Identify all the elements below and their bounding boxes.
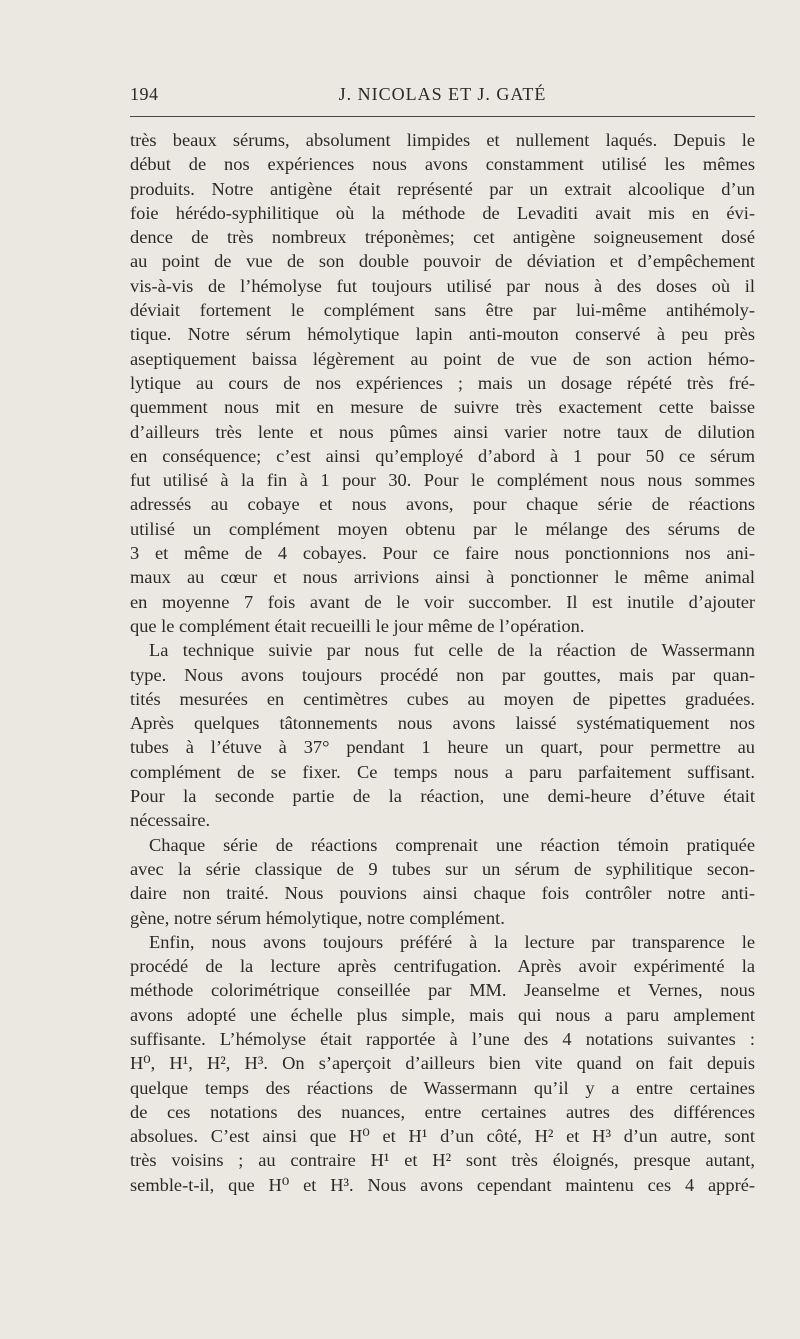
running-title: J. NICOLAS ET J. GATÉ bbox=[338, 84, 547, 104]
text-line: Chaque série de réactions comprenait une réaction témoin pratiquée bbox=[149, 834, 755, 855]
text-line: La technique suivie par nous fut celle de la réaction de Wassermann bbox=[149, 640, 755, 661]
text-line: suffisante. L’hémolyse était rapportée à l’une des 4 notations suivantes : bbox=[130, 1028, 755, 1049]
text-line: adressés au cobaye et nous avons, pour chaque série de réactions bbox=[130, 494, 755, 515]
text-line: tubes à l’étuve à 37° pendant 1 heure un quart, pour permettre au bbox=[130, 737, 755, 758]
text-line: en moyenne 7 fois avant de le voir succomber. Il est inutile d’ajouter bbox=[130, 591, 755, 612]
text-line: gène, notre sérum hémolytique, notre complément. bbox=[130, 907, 505, 928]
text-line: en conséquence; c’est ainsi qu’employé d’abord à 1 pour 50 ce sérum bbox=[130, 445, 755, 466]
text-line: daire non traité. Nous pouvions ainsi chaque fois contrôler notre anti- bbox=[130, 883, 755, 904]
text-line: début de nos expériences nous avons constamment utilisé les mêmes bbox=[130, 154, 755, 175]
running-header bbox=[130, 84, 755, 108]
text-line: très voisins ; au contraire H¹ et H² sont très éloignés, presque autant, bbox=[130, 1150, 755, 1171]
text-line: vis-à-vis de l’hémolyse fut toujours utilisé par nous à des doses où il bbox=[130, 275, 755, 296]
text-line: Enfin, nous avons toujours préféré à la lecture par transparence le bbox=[149, 931, 755, 952]
header-rule bbox=[130, 116, 755, 117]
text-line: Pour la seconde partie de la réaction, une demi-heure d’étuve était bbox=[130, 786, 755, 807]
text-line: nécessaire. bbox=[130, 810, 211, 831]
text-line: méthode colorimétrique conseillée par MM. Jeanselme et Vernes, nous bbox=[130, 980, 755, 1001]
text-line: quelque temps des réactions de Wassermann qu’il y a entre certaines bbox=[130, 1077, 755, 1098]
text-line: semble-t-il, que H⁰ et H³. Nous avons cependant maintenu ces 4 appré- bbox=[130, 1174, 755, 1195]
text-line: avons adopté une échelle plus simple, mais qui nous a paru amplement bbox=[130, 1004, 755, 1025]
text-line: que le complément était recueilli le jour même de l’opération. bbox=[130, 615, 585, 636]
text-line: Après quelques tâtonnements nous avons laissé systématiquement nos bbox=[130, 713, 755, 734]
text-line: fut utilisé à la fin à 1 pour 30. Pour le complément nous nous sommes bbox=[130, 470, 755, 491]
text-line: foie hérédo-syphilitique où la méthode de Levaditi avait mis en évi- bbox=[130, 202, 755, 223]
text-line: maux au cœur et nous arrivions ainsi à ponctionner le même animal bbox=[130, 567, 755, 588]
text-line: très beaux sérums, absolument limpides et nullement laqués. Depuis le bbox=[130, 130, 755, 150]
text-line: quemment nous mit en mesure de suivre très exactement cette baisse bbox=[130, 397, 755, 418]
text-line: déviait fortement le complément sans être par lui-même antihémoly- bbox=[130, 300, 755, 321]
text-line: tités mesurées en centimètres cubes au moyen de pipettes graduées. bbox=[130, 688, 755, 709]
text-line: tique. Notre sérum hémolytique lapin anti-mouton conservé à peu près bbox=[130, 324, 755, 345]
text-line: lytique au cours de nos expériences ; mais un dosage répété très fré- bbox=[130, 372, 755, 393]
text-line: complément de se fixer. Ce temps nous a paru parfaitement suffisant. bbox=[130, 761, 755, 782]
text-line: avec la série classique de 9 tubes sur un sérum de syphilitique secon- bbox=[130, 858, 755, 879]
text-line: au point de vue de son double pouvoir de déviation et d’empêchement bbox=[130, 251, 755, 272]
text-line: 3 et même de 4 cobayes. Pour ce faire nous ponctionnions nos ani- bbox=[130, 543, 755, 564]
text-line: absolues. C’est ainsi que H⁰ et H¹ d’un côté, H² et H³ d’un autre, sont bbox=[130, 1126, 755, 1147]
text-line: procédé de la lecture après centrifugation. Après avoir expérimenté la bbox=[130, 956, 755, 977]
text-line: dence de très nombreux tréponèmes; cet antigène soigneusement dosé bbox=[130, 227, 755, 248]
page-number: 194 bbox=[130, 84, 159, 104]
text-line: produits. Notre antigène était représenté par un extrait alcoolique d’un bbox=[130, 178, 755, 199]
text-line: de ces notations des nuances, entre certaines autres des différences bbox=[130, 1101, 755, 1122]
text-line: d’ailleurs très lente et nous pûmes ainsi varier notre taux de dilution bbox=[130, 421, 755, 442]
body-text bbox=[130, 128, 755, 1197]
text-line: aseptiquement baissa légèrement au point de vue de son action hémo- bbox=[130, 348, 755, 369]
text-line: H⁰, H¹, H², H³. On s’aperçoit d’ailleurs bien vite quand on fait depuis bbox=[130, 1053, 755, 1074]
text-line: utilisé un complément moyen obtenu par le mélange des sérums de bbox=[130, 518, 755, 539]
text-line: type. Nous avons toujours procédé non par gouttes, mais par quan- bbox=[130, 664, 755, 685]
